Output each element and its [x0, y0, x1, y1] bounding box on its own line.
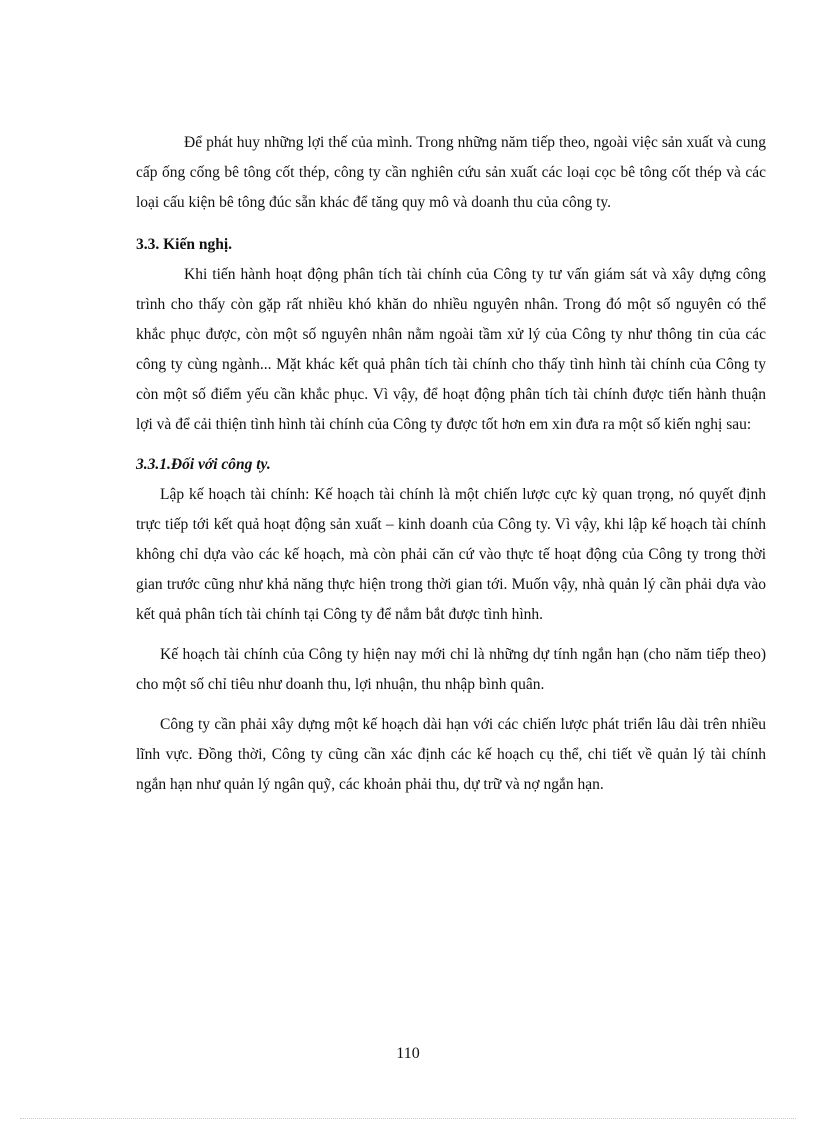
body-paragraph-3: Công ty cần phải xây dựng một kế hoạch dài hạn với các chiến lược phát triển lâu dài trên nhiều lĩnh vực. Đồng thời, Công ty cũng cần xác định các kế hoạch cụ thể, chi tiết về quản lý tài chính ngắn hạn như quản lý ngân quỹ, các khoản phải thu, dự trữ và nợ ngắn hạn.	[136, 716, 766, 793]
page-content	[136, 128, 766, 800]
body-paragraph-2: Kế hoạch tài chính của Công ty hiện nay mới chỉ là những dự tính ngắn hạn (cho năm tiếp theo) cho một số chỉ tiêu như doanh thu, lợi nhuận, thu nhập bình quân.	[136, 646, 766, 693]
intro-paragraph: Để phát huy những lợi thế của mình. Trong những năm tiếp theo, ngoài việc sản xuất và cung cấp ống cống bê tông cốt thép, công ty cần nghiên cứu sản xuất các loại cọc bê tông cốt thép và các loại cấu kiện bê tông đúc sẵn khác để tăng quy mô và doanh thu của công ty.	[136, 134, 766, 211]
page-bottom-divider	[20, 1118, 796, 1119]
page-number: 110	[396, 1045, 420, 1062]
section-paragraph: Khi tiến hành hoạt động phân tích tài chính của Công ty tư vấn giám sát và xây dựng công trình cho thấy còn gặp rất nhiều khó khăn do nhiều nguyên nhân. Trong đó một số nguyên có thể khắc phục được, còn một số nguyên nhân nằm ngoài tầm xử lý của Công ty như thông tin của các công ty cùng ngành... Mặt khác kết quả phân tích tài chính cho thấy tình hình tài chính của Công ty còn một số điểm yếu cần khắc phục. Vì vậy, để hoạt động phân tích tài chính được tiến hành thuận lợi và để cải thiện tình hình tài chính của Công ty được tốt hơn em xin đưa ra một số kiến nghị sau:	[136, 266, 766, 433]
body-paragraph-1: Lập kế hoạch tài chính: Kế hoạch tài chính là một chiến lược cực kỳ quan trọng, nó quyết định trực tiếp tới kết quả hoạt động sản xuất – kinh doanh của Công ty. Vì vậy, khi lập kế hoạch tài chính không chỉ dựa vào các kế hoạch, mà còn phải căn cứ vào thực tế hoạt động của Công ty trong thời gian trước cũng như khả năng thực hiện trong thời gian tới. Muốn vậy, nhà quản lý cần phải dựa vào kết quả phân tích tài chính tại Công ty để nắm bắt được tình hình.	[136, 486, 766, 623]
subsection-heading: 3.3.1.Đối với công ty.	[136, 456, 271, 473]
section-heading: 3.3. Kiến nghị.	[136, 236, 233, 253]
